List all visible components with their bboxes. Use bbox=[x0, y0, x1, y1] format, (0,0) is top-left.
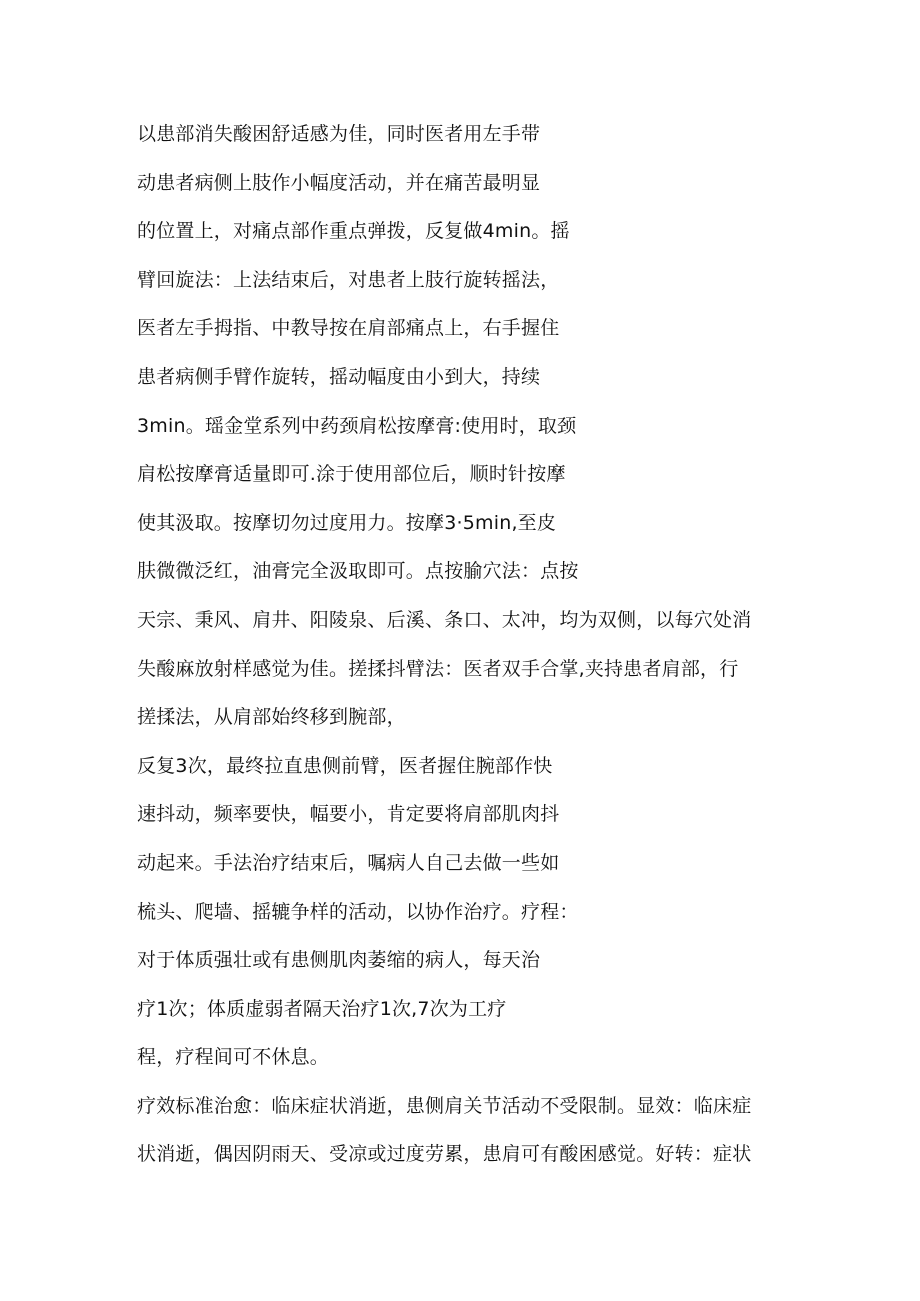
text-line: 患者病侧手臂作旋转，摇动幅度由小到大，持续 bbox=[137, 365, 541, 388]
text-line: 梳头、爬墙、摇辘争样的活动，以协作治疗。疗程： bbox=[137, 900, 579, 923]
text-line: 天宗、秉风、肩井、阳陵泉、后溪、条口、太冲，均为双侧，以每穴处消 bbox=[137, 608, 752, 631]
text-line: 臂回旋法：上法结束后，对患者上肢行旋转摇法， bbox=[137, 268, 560, 291]
text-line: 对于体质强壮或有患侧肌肉萎缩的病人，每天治 bbox=[137, 949, 541, 972]
text-line: 动患者病侧上肢作小幅度活动，并在痛苦最明显 bbox=[137, 171, 541, 194]
text-line: 速抖动，频率要快，幅要小，肯定要将肩部肌肉抖 bbox=[137, 803, 560, 826]
text-line: 医者左手拇指、中教导按在肩部痛点上，右手握住 bbox=[137, 317, 560, 340]
document-body bbox=[137, 110, 827, 1179]
text-line: 使其汲取。按摩切勿过度用力。按摩3·5min,至皮 bbox=[137, 511, 557, 534]
text-line: 以患部消失酸困舒适感为佳，同时医者用左手带 bbox=[137, 123, 541, 145]
text-line: 失酸麻放射样感觉为佳。搓揉抖臂法：医者双手合掌,夹持患者肩部，行 bbox=[137, 657, 739, 680]
text-line: 动起来。手法治疗结束后，嘱病人自己去做一些如 bbox=[137, 851, 560, 874]
text-line: 肩松按摩膏适量即可.涂于使用部位后，顺时针按摩 bbox=[137, 463, 566, 486]
text-line: 疗1次；体质虚弱者隔天治疗1次,7次为工疗 bbox=[137, 997, 507, 1020]
text-line: 搓揉法，从肩部始终移到腕部， bbox=[137, 706, 406, 729]
text-line: 程，疗程间可不休息。 bbox=[137, 1046, 330, 1069]
text-line: 状消逝，偶因阴雨天、受凉或过度劳累，患肩可有酸困感觉。好转：症状 bbox=[137, 1143, 752, 1166]
text-line: 的位置上，对痛点部作重点弹拨，反复做4min。摇 bbox=[137, 220, 570, 243]
text-line: 疗效标准治愈：临床症状消逝，患侧肩关节活动不受限制。显效：临床症 bbox=[137, 1094, 752, 1117]
text-line: 反复3次，最终拉直患侧前臂，医者握住腕部作快 bbox=[137, 754, 553, 777]
text-line: 肤微微泛红，油膏完全汲取即可。点按腧穴法：点按 bbox=[137, 560, 579, 583]
text-line: 3min。瑶金堂系列中药颈肩松按摩膏:使用时，取颈 bbox=[137, 414, 577, 437]
